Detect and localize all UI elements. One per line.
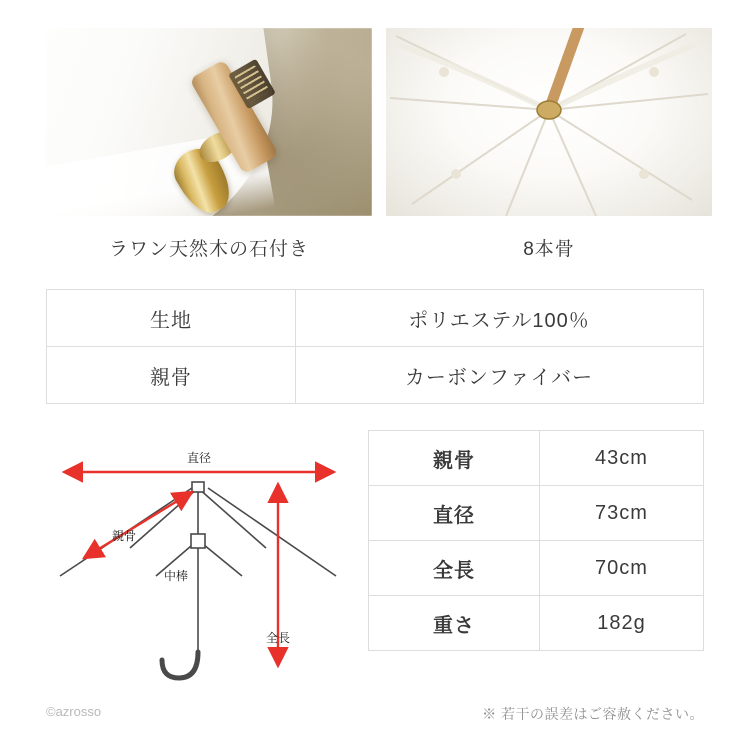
diagram-label-shaft: 中棒 — [163, 569, 189, 583]
dimension-key-weight: 重さ — [369, 596, 540, 651]
material-table — [46, 289, 704, 404]
table-row — [369, 596, 704, 651]
dimension-key-rib: 親骨 — [369, 431, 540, 486]
material-label-fabric: 生地 — [47, 290, 296, 347]
umbrella-handle-photo — [46, 28, 372, 216]
material-label-rib: 親骨 — [47, 347, 296, 404]
bottom-row — [46, 430, 704, 682]
photo-caption-handle: ラワン天然木の石付き — [108, 239, 309, 260]
table-row — [369, 541, 704, 596]
footer — [0, 704, 750, 724]
diagram-label-rib: 親骨 — [111, 529, 137, 543]
tolerance-note: ※ 若干の誤差はご容赦ください。 — [482, 706, 704, 722]
photo-card-ribs — [386, 28, 712, 273]
photo-caption-ribs: 8本骨 — [523, 239, 575, 260]
diagram-label-diameter: 直径 — [186, 451, 212, 465]
photo-row — [0, 0, 750, 273]
rib-structure-illustration — [386, 28, 712, 216]
diagram-svg — [46, 430, 368, 682]
material-value-fabric: ポリエステル100％ — [296, 290, 704, 347]
umbrella-ribs-photo — [386, 28, 712, 216]
umbrella-dimension-diagram — [46, 430, 368, 682]
material-value-rib: カーボンファイバー — [296, 347, 704, 404]
brand-watermark: ©azrosso — [46, 704, 102, 719]
dimension-value-diameter: 73cm — [540, 486, 704, 541]
dimension-key-total-length: 全長 — [369, 541, 540, 596]
dimension-table — [368, 430, 704, 651]
dimension-key-diameter: 直径 — [369, 486, 540, 541]
diagram-label-total-length: 全長 — [265, 631, 291, 645]
table-row — [369, 486, 704, 541]
dimension-value-total-length: 70cm — [540, 541, 704, 596]
photo-card-handle — [46, 28, 372, 273]
table-row — [369, 431, 704, 486]
dimension-value-rib: 43cm — [540, 431, 704, 486]
table-row — [47, 290, 704, 347]
table-row — [47, 347, 704, 404]
dimension-value-weight: 182g — [540, 596, 704, 651]
